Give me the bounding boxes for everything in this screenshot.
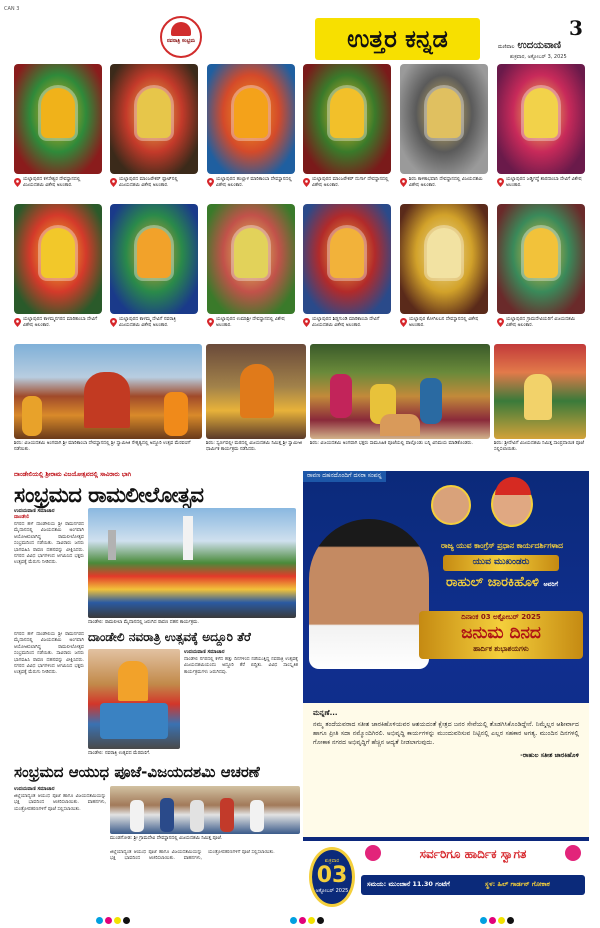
- location-pin-icon: [303, 178, 310, 187]
- deity-idol: [330, 88, 364, 138]
- person-shape: [160, 798, 174, 832]
- navaratri-logo: [160, 16, 202, 58]
- temple-photo-caption: [400, 177, 488, 197]
- event-day-label: ಶುಕ್ರವಾರ: [324, 858, 340, 864]
- temple-photo: [207, 64, 295, 174]
- event-time: ಸಮಯ: ಮುಂಜಾನೆ 11.30 ಗಂಟೆಗೆ: [367, 880, 450, 888]
- story1-place: ದಾಂಡೇಲಿ: [14, 514, 30, 520]
- temple-photo: [400, 204, 488, 314]
- registration-mark: [489, 917, 496, 924]
- flower-icon: [565, 845, 581, 861]
- story3-body-continued: ಜಿಲ್ಲೆಯಾದ್ಯಂತ ಆಯುಧ ಪೂಜೆ ಹಾಗೂ ವಿಜಯದಶಮಿಯನ್ನು ಭಕ್ತಿ ಭಾವದಿಂದ ಆಚರಿಸಲಾಯಿತು. ವಾಹನಗಳು, ಯಂತ್ರೋಪಕರಣಗಳಿಗೆ ಪೂಜೆ ಸಲ್ಲಿಸಲಾಯಿತು.: [110, 850, 275, 862]
- deity-idol: [524, 228, 558, 278]
- deity-idol: [137, 88, 171, 138]
- temple-photo-caption-text: ಯಲ್ಲಾಪುರದ ಶಿಡ್ಲಗುಂಡಿ ಮಾರಿಕಾಂಬಾ ದೇವಿಗೆ ವಿಜಯದಶಮಿ ವಿಶೇಷ ಅಲಂಕಾರ.: [312, 317, 380, 328]
- event-welcome: ಸರ್ವರಿಗೂ ಹಾರ್ದಿಕ ಸ್ವಾಗತ: [419, 847, 527, 861]
- registration-mark: [308, 917, 315, 924]
- event-month: ಅಕ್ಟೋಬರ್ 2025: [315, 888, 349, 894]
- tower-shape: [183, 516, 193, 560]
- event-day: 03: [316, 863, 348, 888]
- temple-photo-caption-text: ಯಲ್ಲಾಪುರದ ಕಳಸೇಶ್ವರ ದೇವಸ್ಥಾನದಲ್ಲಿ ವಿಜಯದಶಮಿ ವಿಶೇಷ ಅಲಂಕಾರ.: [23, 177, 81, 188]
- story2-byline: ಉದಯವಾಣಿ ಸಮಾಚಾರ: [184, 649, 225, 655]
- deity-idol: [330, 228, 364, 278]
- temple-photo-caption: [110, 177, 198, 197]
- story2-headline: ದಾಂಡೇಲಿ ನವರಾತ್ರಿ ಉತ್ಸವಕ್ಕೆ ಅದ್ದೂರಿ ತೆರೆ: [88, 630, 251, 644]
- story3-body: ಜಿಲ್ಲೆಯಾದ್ಯಂತ ಆಯುಧ ಪೂಜೆ ಹಾಗೂ ವಿಜಯದಶಮಿಯನ್ನು ಭಕ್ತಿ ಭಾವದಿಂದ ಆಚರಿಸಲಾಯಿತು. ವಾಹನಗಳು, ಯಂತ್ರೋಪಕರಣಗಳಿಗೆ ಪೂಜೆ ಸಲ್ಲಿಸಲಾಯಿತು.: [14, 794, 106, 812]
- registration-mark: [507, 917, 514, 924]
- deity-idol: [41, 228, 75, 278]
- puja-caption: ಶಿರಸಿ: ವಿಜಯದಶಮಿ ಅಂಗವಾಗಿ ಭಕ್ತರು ಸಾಮೂಹಿಕ ಪೂಜೆಯಲ್ಲಿ ಪಾಲ್ಗೊಂಡು ಬನ್ನಿ ವಿನಿಮಯ ಮಾಡಿಕೊಂಡರು.: [310, 441, 473, 446]
- ad-line2: ಯುವ ಮುಖಂಡರು: [472, 557, 530, 567]
- event-details: [303, 841, 589, 913]
- temple-photo-caption-text: ಯಲ್ಲಾಪುರದ ಮಾಂಜರೇಕರ್ ದುರ್ಗಾ ದೇವಸ್ಥಾನದಲ್ಲಿ ವಿಶೇಷ ಅಲಂಕಾರ.: [312, 177, 389, 188]
- registration-mark: [96, 917, 103, 924]
- brand-title: ಉದಯವಾಣಿ: [517, 40, 561, 51]
- deity-idol: [234, 228, 268, 278]
- story3-headline: ಸಂಭ್ರಮದ ಆಯುಧ ಪೂಜೆ-ವಿಜಯದಶಮಿ ಆಚರಣೆ: [14, 763, 260, 781]
- temple-photo-caption: [14, 177, 102, 197]
- location-pin-icon: [400, 178, 407, 187]
- story1-body-continued: ನಗರದ ಹಳೆ ದಾಂಡೇಲಿಯ ಶ್ರೀ ರಾಮನಗರದ ಮೈದಾನದಲ್ಲಿ ವಿಜಯದಶಮಿ ಅಂಗವಾಗಿ ಆಯೋಜಿಸಲಾಗಿದ್ದ ರಾಮಲೀಲೋತ್ಸವ ಸಂಭ್ರಮದಿಂದ ನಡೆಯಿತು. ಸಾವಿರಾರು ಜನರು ಭಾಗವಹಿಸಿ ರಾವಣ ದಹನವನ್ನು ವೀಕ್ಷಿಸಿದರು. ನಗರದ ವಿವಿಧ ಭಾಗಗಳಿಂದ ಆಗಮಿಸಿದ ಭಕ್ತರು ಉತ್ಸವಕ್ಕೆ ಮೆರುಗು ನೀಡಿದರು.: [14, 632, 84, 676]
- location-pin-icon: [303, 318, 310, 327]
- deity-puja-caption: ಶಿರಸಿ: ಶ್ರೀದೇವಿಗೆ ವಿಜಯದಶಮಿ ನಿಮಿತ್ತ ಸಾಂಪ್ರದಾಯಿಕ ಪೂಜೆ ಸಲ್ಲಿಸಲಾಯಿತು.: [494, 441, 585, 452]
- dateline: ಶುಕ್ರವಾರ, ಅಕ್ಟೋಬರ್ 3, 2025: [510, 54, 567, 60]
- swamiji-caption: ಶಿರಸಿ: ಸ್ವರ್ಣವಲ್ಲೀ ಮಠದಲ್ಲಿ ವಿಜಯದಶಮಿ ನಿಮಿತ್ತ ಶ್ರೀ ಸ್ವಾಮೀಜಿ ಧಾರ್ಮಿಕ ಕಾರ್ಯಕ್ರಮ ನಡೆಸಿದರು.: [206, 441, 302, 452]
- temple-photo-caption: [400, 317, 488, 337]
- goddess-icon: [171, 22, 191, 36]
- swamiji-shape: [240, 364, 274, 418]
- temple-photo-caption-text: ಯಲ್ಲಾಪುರದ ಮಾಂಜರೇಕರ್ ಪ್ಲಾಟ್‌ನಲ್ಲಿ ವಿಜಯದಶಮಿ ವಿಶೇಷ ಅಲಂಕಾರ.: [119, 177, 178, 188]
- story1-byline: ಉದಯವಾಣಿ ಸಮಾಚಾರ: [14, 508, 55, 514]
- temple-photo: [110, 204, 198, 314]
- leader-portrait-2: [491, 481, 533, 527]
- ramaleela-crowd-photo: [88, 508, 296, 618]
- temple-photo: [497, 204, 585, 314]
- temple-photo-caption: [110, 317, 198, 337]
- location-pin-icon: [207, 178, 214, 187]
- story1-kicker-right: ರಾವಣ ದಹನದೊಂದಿಗೆ ದಸರಾ ಸಂಪನ್ನ: [303, 471, 386, 482]
- registration-mark: [317, 917, 324, 924]
- deity-idol: [41, 88, 75, 138]
- temple-photo-caption: [303, 177, 391, 197]
- ad-ribbon-2: [419, 611, 583, 659]
- puja-photo: [310, 344, 490, 439]
- ad-message-title: ಮನ್ನಣೆ...: [313, 709, 338, 717]
- temple-photo-caption: [303, 317, 391, 337]
- deity-idol: [524, 88, 558, 138]
- story3-byline: ಉದಯವಾಣಿ ಸಮಾಚಾರ: [14, 786, 55, 792]
- temple-photo: [207, 204, 295, 314]
- temple-photo: [303, 64, 391, 174]
- edition-code: CAN 3: [4, 6, 20, 12]
- temple-photo-caption-text: ಯಲ್ಲಾಪುರ ಕೋಗಿಲಬನ ದೇವಸ್ಥಾನದಲ್ಲಿ ವಿಶೇಷ ಅಲಂಕಾರ.: [409, 317, 479, 328]
- birthday-advertisement: [303, 471, 589, 913]
- ayudha-puja-photo: [110, 786, 300, 834]
- story2-column: [184, 649, 298, 757]
- temple-photo-caption: [207, 177, 295, 197]
- ad-signature: -ರಾಹುಲ ಸತೀಶ ಜಾರಕಿಹೊಳಿ: [520, 752, 579, 759]
- temple-photo: [14, 64, 102, 174]
- deity-idol: [427, 88, 461, 138]
- temple-photo-caption-text: ಯಲ್ಲಾಪುರದ ಕಾಳಮ್ಮ ದೇವಿಗೆ ನವರಾತ್ರಿ ವಿಜಯದಶಮಿ ವಿಶೇಷ ಅಲಂಕಾರ.: [119, 317, 177, 328]
- devotee-shape: [330, 374, 352, 418]
- temple-photo-caption-text: ಯಲ್ಲಾಪುರದ ಉಮಾಶ್ರೀ ದೇವಸ್ಥಾನದಲ್ಲಿ ವಿಶೇಷ ಅಲಂಕಾರ.: [216, 317, 285, 328]
- deity-idol: [234, 88, 268, 138]
- temple-photo: [14, 204, 102, 314]
- swamiji-photo: [206, 344, 306, 439]
- procession-caption: ಶಿರಸಿ: ವಿಜಯದಶಮಿ ಅಂಗವಾಗಿ ಶ್ರೀ ಮಾರಿಕಾಂಬಾ ದೇವಸ್ಥಾನದಲ್ಲಿ ಶ್ರೀ ಸ್ವಾಮೀಜಿ ನೇತೃತ್ವದಲ್ಲಿ ಅದ್ದೂರಿ ಉತ್ಸವ ಮೆರವಣಿಗೆ ನಡೆಯಿತು.: [14, 441, 191, 452]
- chariot-shape: [84, 372, 130, 428]
- deity-idol: [137, 228, 171, 278]
- story1-photo-caption: ದಾಂಡೇಲಿ: ರಾಮಲೀಲಾ ಮೈದಾನದಲ್ಲಿ ಜರುಗಿದ ರಾವಣ ದಹನ ಕಾರ್ಯಕ್ರಮ.: [88, 620, 199, 625]
- brand-name: [498, 40, 561, 51]
- person-shape: [220, 798, 234, 832]
- temple-photo-caption-text: ಶಿರಸಿ ಕಾಳಿಕಾಭವಾನಿ ದೇವಸ್ಥಾನದಲ್ಲಿ ವಿಜಯದಶಮಿ ವಿಶೇಷ ಅಲಂಕಾರ.: [409, 177, 483, 188]
- temple-photo-caption: [497, 177, 585, 197]
- page-number: 3: [569, 16, 583, 40]
- location-pin-icon: [110, 318, 117, 327]
- ad-line1: ರಾಜ್ಯ ಯುವ ಕಾಂಗ್ರೆಸ್ ಪ್ರಧಾನ ಕಾರ್ಯದರ್ಶಿಗಳಾದ: [441, 541, 563, 550]
- devotee-shape: [420, 378, 442, 424]
- location-pin-icon: [207, 318, 214, 327]
- ad-name-suffix: ಅವರಿಗೆ: [543, 581, 558, 588]
- story1-headline: ಸಂಭ್ರಮದ ರಾಮಲೀಲೋತ್ಸವ: [14, 483, 204, 507]
- story3-photo-caption: ಮುಂಡಗೋಡ: ಶ್ರೀ ಗ್ರಾಮದೇವಿ ದೇವಸ್ಥಾನದಲ್ಲಿ ವಿಜಯದಶಮಿ ನಿಮಿತ್ತ ಪೂಜೆ.: [110, 836, 223, 841]
- story3-column: [14, 786, 106, 914]
- temple-photo: [497, 64, 585, 174]
- registration-mark: [290, 917, 297, 924]
- priest-shape: [380, 414, 420, 436]
- temple-photo-caption-text: ಯಲ್ಲಾಪುರದ ಗ್ರಾಮದೇವಿಯರಿಗೆ ವಿಜಯದಶಮಿ ವಿಶೇಷ ಅಲಂಕಾರ.: [506, 317, 576, 328]
- location-pin-icon: [400, 318, 407, 327]
- location-pin-icon: [497, 178, 504, 187]
- temple-photo-caption: [207, 317, 295, 337]
- temple-photo: [110, 64, 198, 174]
- devotee-shape: [164, 392, 188, 436]
- turban-shape: [495, 477, 531, 495]
- registration-mark: [480, 917, 487, 924]
- temple-photo: [303, 204, 391, 314]
- registration-mark: [114, 917, 121, 924]
- registration-mark: [105, 917, 112, 924]
- story1-kicker: ದಾಂಡೇಲಿಯಲ್ಲಿ ಶ್ರೀರಾಮ ವಿಜಯೋತ್ಸವದಲ್ಲಿ ಸಾವಿರಾರು ಭಾಗಿ: [14, 471, 132, 478]
- event-info-bar: [361, 875, 585, 895]
- person-shape: [190, 800, 204, 832]
- event-date-badge: [309, 847, 355, 907]
- story2-body: ದಾಂಡೇಲಿ ನಗರದಲ್ಲಿ ಕಳೆದ ಹತ್ತು ದಿನಗಳಿಂದ ನಡೆಯುತ್ತಿದ್ದ ನವರಾತ್ರಿ ಉತ್ಸವಕ್ಕೆ ವಿಜಯದಶಮಿಯಂದು ಅದ್ದೂರಿ ತೆರೆ ಬಿದ್ದಿತು. ವಿವಿಧ ಸಾಂಸ್ಕೃತಿಕ ಕಾರ್ಯಕ್ರಮಗಳು ಜರುಗಿದವು.: [184, 657, 298, 675]
- temple-photo-caption: [497, 317, 585, 337]
- section-title: ಉತ್ತರ ಕನ್ನಡ: [347, 25, 448, 53]
- flower-icon: [365, 845, 381, 861]
- ad-name: [417, 575, 587, 590]
- ad-message: ನಮ್ಮ ತಂದೆಯವರಾದ ಸತೀಶ ಜಾರಕಿಹೊಳಿಯವರ ಆಶಯದಂತೆ ಕ್ಷೇತ್ರದ ಜನರ ಸೇವೆಯಲ್ಲಿ ತೊಡಗಿಸಿಕೊಂಡಿದ್ದೇನೆ. ನಿಮ್ಮೆಲ್ಲರ ಆಶೀರ್ವಾದ ಹಾಗೂ ಪ್ರೀತಿ ಸದಾ ನಮ್ಮೊಂದಿಗಿರಲಿ. ಅಭಿವೃದ್ಧಿ ಕಾರ್ಯಗಳನ್ನು ಮುಂದುವರಿಸುವ ನಿಟ್ಟಿನಲ್ಲಿ ಎಲ್ಲರ ಸಹಕಾರ ಅಗತ್ಯ. ಮುಂದಿನ ದಿನಗಳಲ್ಲಿ ಗೋಕಾಕ ನಗರದ ಅಭಿವೃದ್ಧಿಗೆ ಹೆಚ್ಚಿನ ಆದ್ಯತೆ ನೀಡಲಾಗುವುದು.: [313, 721, 579, 746]
- story1-column: [14, 508, 84, 642]
- pole-shape: [108, 530, 116, 560]
- location-pin-icon: [14, 318, 21, 327]
- event-venue: ಸ್ಥಳ: ಹಿಲ್ ಗಾರ್ಡನ್ ಗೋಕಾಕ: [485, 880, 550, 888]
- deity-idol: [427, 228, 461, 278]
- leader-portrait-1: [431, 485, 471, 525]
- temple-photo-caption-text: ಯಲ್ಲಾಪುರದ ಜಡ್ಡಿಗದ್ದೆ ಶಾರದಾಂಬಾ ದೇವಿಗೆ ವಿಶೇಷ ಅಲಂಕಾರ.: [506, 177, 582, 188]
- location-pin-icon: [110, 178, 117, 187]
- ad-ribbon-1: [443, 555, 559, 571]
- registration-mark: [498, 917, 505, 924]
- ad-date-line: ದಿನಾಂಕ 03 ಅಕ್ಟೋಬರ್ 2025: [461, 613, 541, 621]
- tractor-shape: [100, 703, 168, 739]
- temple-photo: [400, 64, 488, 174]
- idol-shape: [118, 661, 148, 701]
- main-portrait: [309, 519, 429, 669]
- person-shape: [130, 800, 144, 832]
- story2-photo-caption: ದಾಂಡೇಲಿ: ನವರಾತ್ರಿ ಉತ್ಸವದ ಮೆರವಣಿಗೆ.: [88, 751, 151, 756]
- brand-prefix: ಮಣಿಪಾಲ: [498, 44, 515, 50]
- ad-message-box: [303, 703, 589, 837]
- devotee-shape: [524, 374, 552, 420]
- ad-name-text: ರಾಹುಲ್ ಜಾರಕಿಹೊಳಿ: [446, 575, 539, 590]
- registration-mark: [299, 917, 306, 924]
- tractor-photo: [88, 649, 180, 749]
- location-pin-icon: [497, 318, 504, 327]
- logo-text: ನವರಾತ್ರಿ ಸಂಭ್ರಮ: [166, 38, 196, 44]
- section-title-box: [315, 18, 480, 60]
- temple-photo-caption-text: ಯಲ್ಲಾಪುರದ ಕಾಳಮ್ಮನಗರದ ಮಾರಿಕಾಂಬಾ ದೇವಿಗೆ ವಿಶೇಷ ಅಲಂಕಾರ.: [23, 317, 98, 328]
- priest-shape: [22, 396, 42, 436]
- temple-photo-caption: [14, 317, 102, 337]
- person-shape: [250, 800, 264, 832]
- story1-body: ನಗರದ ಹಳೆ ದಾಂಡೇಲಿಯ ಶ್ರೀ ರಾಮನಗರದ ಮೈದಾನದಲ್ಲಿ ವಿಜಯದಶಮಿ ಅಂಗವಾಗಿ ಆಯೋಜಿಸಲಾಗಿದ್ದ ರಾಮಲೀಲೋತ್ಸವ ಸಂಭ್ರಮದಿಂದ ನಡೆಯಿತು. ಸಾವಿರಾರು ಜನರು ಭಾಗವಹಿಸಿ ರಾವಣ ದಹನವನ್ನು ವೀಕ್ಷಿಸಿದರು. ನಗರದ ವಿವಿಧ ಭಾಗಗಳಿಂದ ಆಗಮಿಸಿದ ಭಕ್ತರು ಉತ್ಸವಕ್ಕೆ ಮೆರುಗು ನೀಡಿದರು.: [14, 522, 84, 566]
- deity-puja-photo: [494, 344, 586, 439]
- ad-wishes: ಹಾರ್ದಿಕ ಶುಭಾಶಯಗಳು: [473, 645, 529, 653]
- registration-mark: [123, 917, 130, 924]
- location-pin-icon: [14, 178, 21, 187]
- temple-photo-caption-text: ಯಲ್ಲಾಪುರದ ಹುಲ್ಲಾಳ ಮಾರಿಕಾಂಬಾ ದೇವಸ್ಥಾನದಲ್ಲಿ ವಿಶೇಷ ಅಲಂಕಾರ.: [216, 177, 292, 188]
- ad-birthday: ಜನುಮ ದಿನದ: [461, 623, 541, 643]
- procession-photo: [14, 344, 202, 439]
